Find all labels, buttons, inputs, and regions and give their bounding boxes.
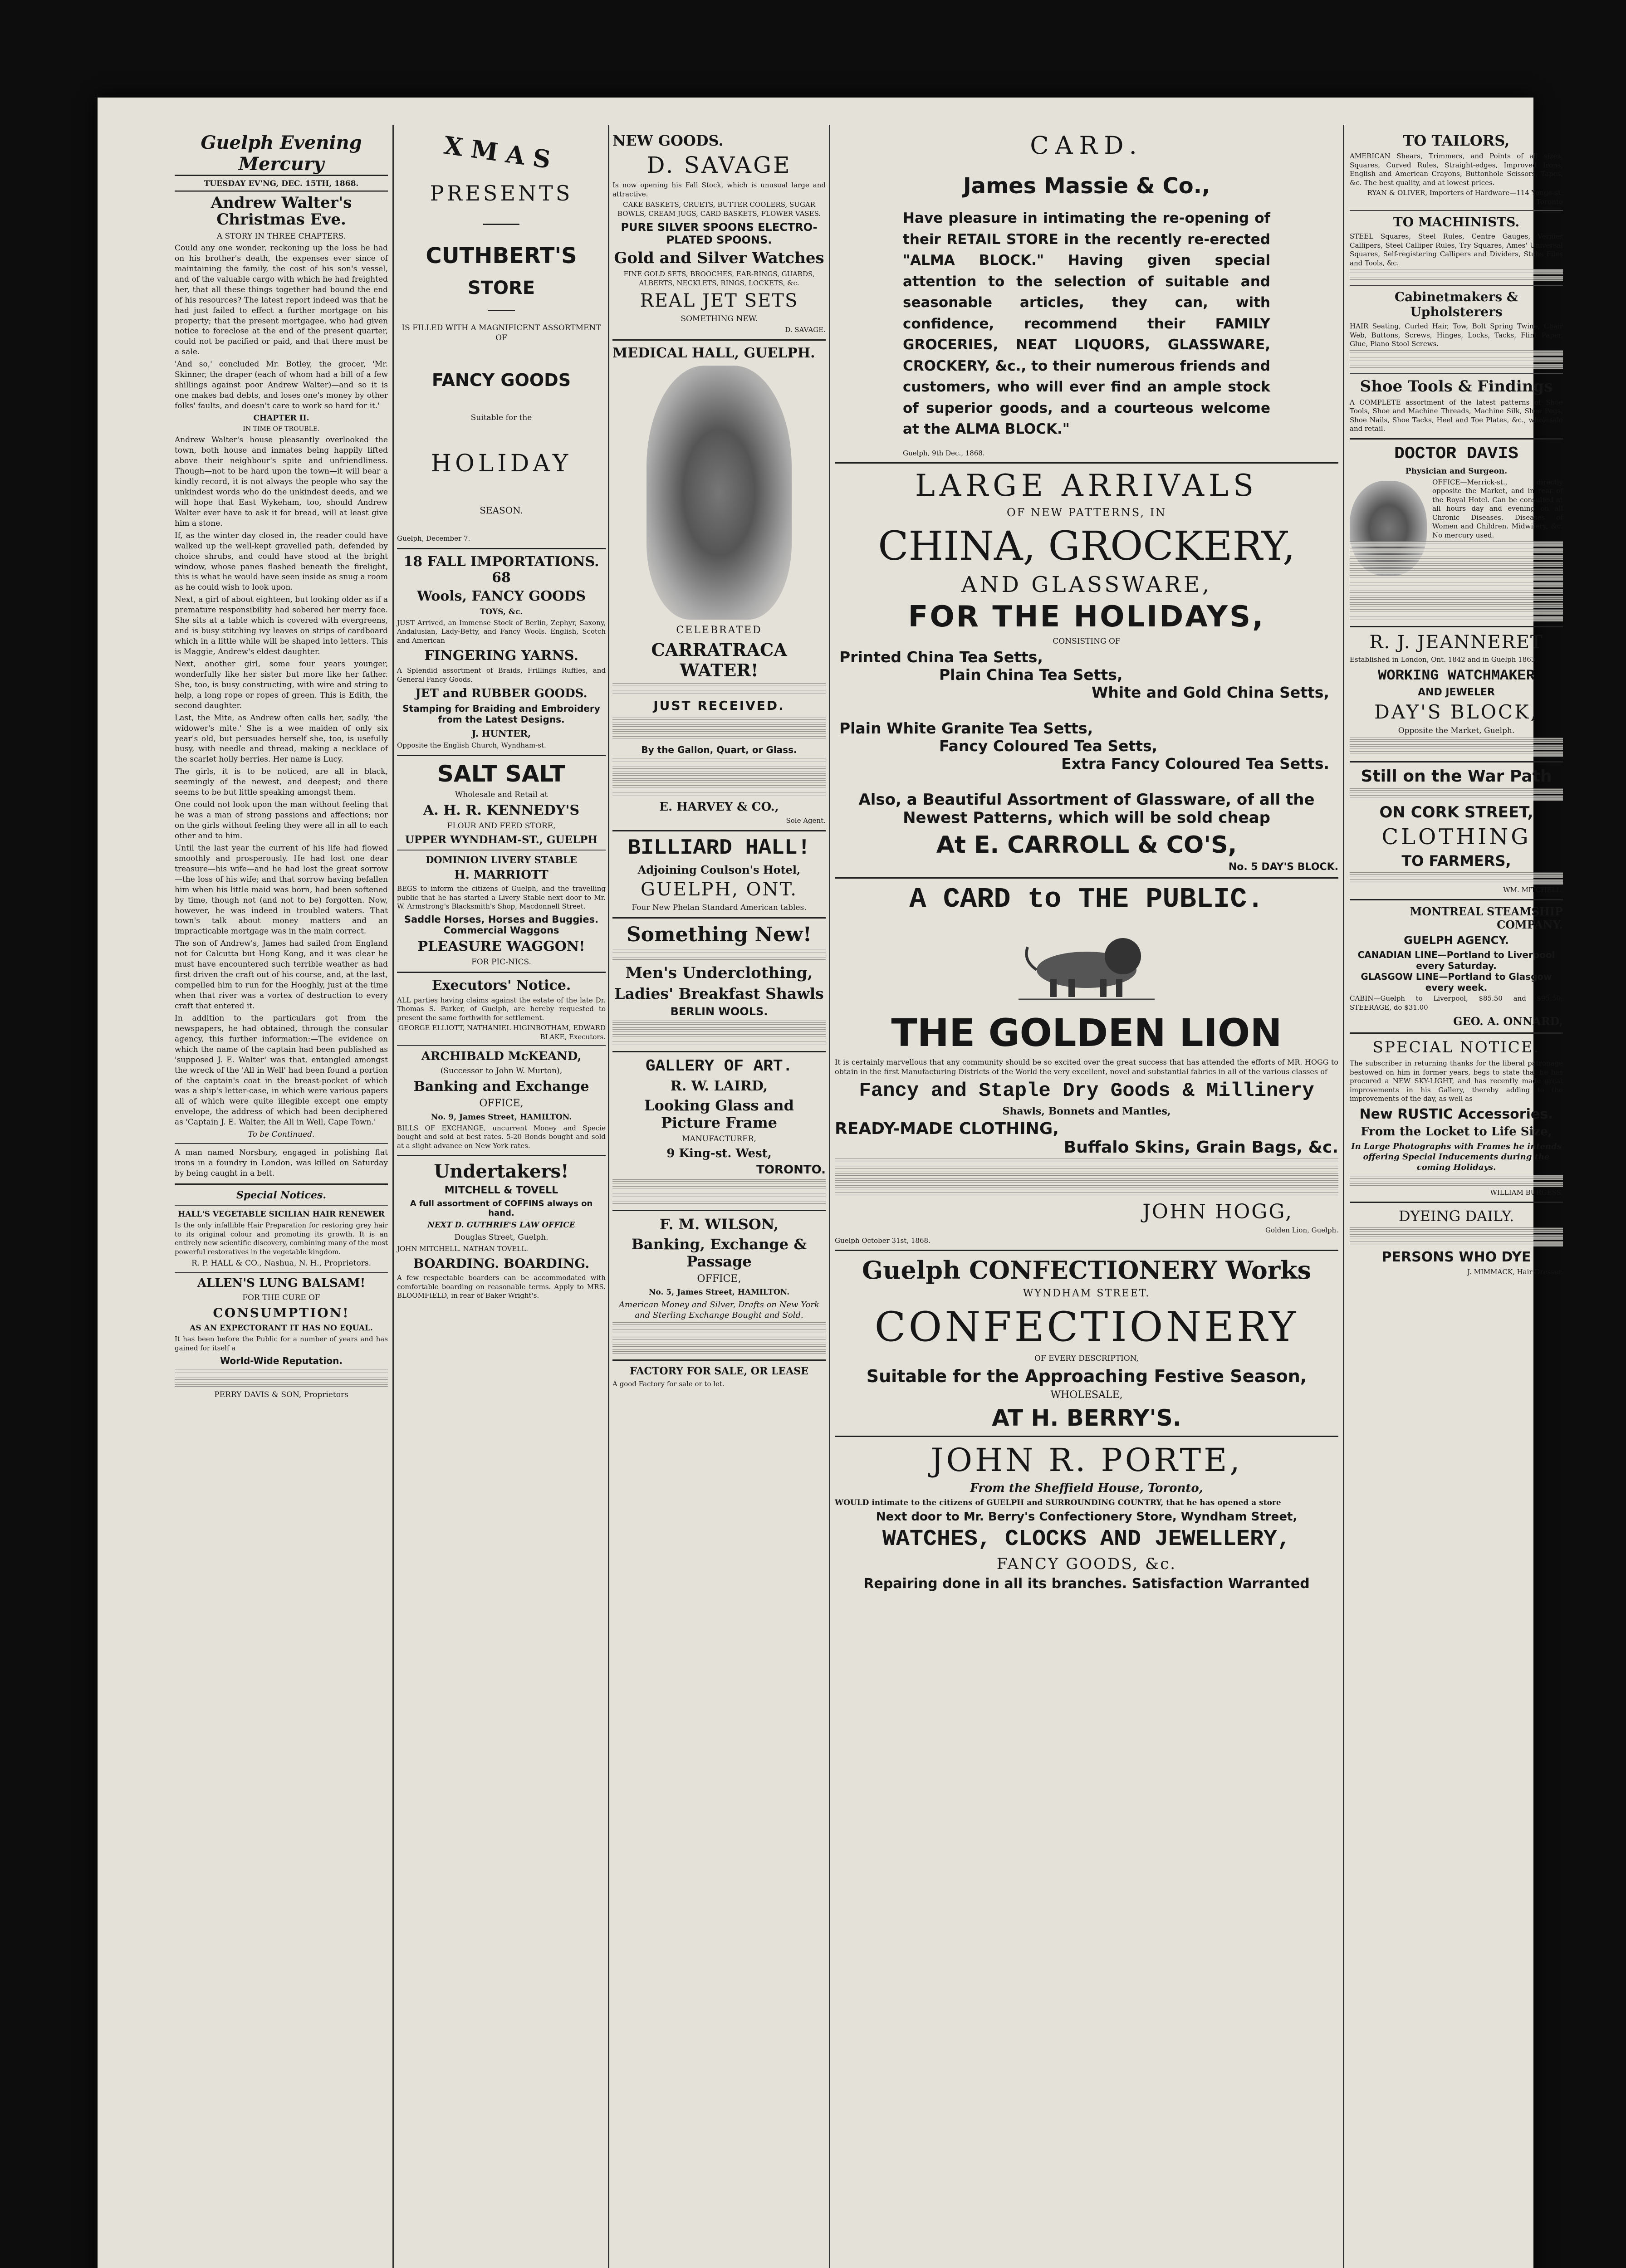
ad-text: OFFICE,	[697, 1273, 741, 1285]
ad-heading: Something New!	[626, 923, 812, 946]
ad-text: AMERICAN Shears, Trimmers, and Points of all sizes, Squares, Curved Rules, Straight-edges, Improved Irons, English and American Crayons, Buttonhole Scissors, Tapes, &c. The best quality, and at lowest prices.	[1350, 152, 1563, 187]
column-ads-3	[612, 129, 826, 2268]
ad-heading: MONTREAL STEAMSHIP COMPANY.	[1410, 905, 1563, 932]
product-line: Plain White Granite Tea Setts,	[839, 719, 1093, 738]
chapter-subheading: IN TIME OF TROUBLE.	[243, 425, 320, 433]
ad-heading: CLOTHING	[1381, 824, 1531, 850]
product-line: Fancy Coloured Tea Setts,	[939, 737, 1158, 755]
ad-heading: Men's Underclothing,	[625, 963, 813, 982]
ad-heading: PURE SILVER SPOONS ELECTRO-PLATED SPOONS.	[621, 221, 818, 246]
ad-heading: JUST RECEIVED.	[653, 698, 785, 714]
notice-body: It has been before the Public for a number of years and has gained for itself a	[175, 1335, 388, 1352]
ad-text: WILLIAM BURGESS.	[1490, 1188, 1563, 1197]
ad-text: FOR PIC-NICS.	[471, 957, 531, 967]
ad-heading: TO FARMERS,	[1401, 852, 1511, 870]
ad-heading: STORE	[467, 278, 535, 298]
story-subtitle: A STORY IN THREE CHAPTERS.	[216, 231, 346, 241]
ad-heading: From the Locket to Life Size,	[1361, 1124, 1552, 1139]
ad-text: CAKE BASKETS, CRUETS, BUTTER COOLERS, SUGAR BOWLS, CREAM JUGS, CARD BASKETS, FLOWER VASES.	[617, 200, 821, 218]
ad-heading: At E. CARROLL & CO'S,	[936, 831, 1237, 859]
ad-heading: DYEING DAILY.	[1398, 1207, 1514, 1225]
column-story	[175, 129, 388, 2268]
ad-text: HAIR Seating, Curled Hair, Tow, Bolt Spring Twine, Chair Web, Buttons, Screws, Hinges, Locks, Tacks, Flint Paper, Glue, Piano Stool Screws.	[1350, 322, 1563, 348]
ad-text: A good Factory for sale or to let.	[612, 1380, 725, 1388]
ad-heading: PRESENTS	[430, 181, 573, 205]
ad-heading: THE GOLDEN LION	[891, 1011, 1282, 1056]
ad-heading: E. HARVEY & CO.,	[659, 800, 779, 814]
ad-text: ALL parties having claims against the estate of the late Dr. Thomas S. Parker, of Guelph, are hereby requested to present the same forthwith for settlement.	[397, 996, 606, 1022]
ad-heading: Ladies' Breakfast Shawls	[614, 984, 824, 1002]
notice-body: Is the only infallible Hair Preparation for restoring grey hair to its original colour and promoting its growth. It is an entirely new scientific discovery, combining many of the most powerful restoratives in the vegetable kingdom.	[175, 1221, 388, 1256]
ad-text: JUST Arrived, an Immense Stock of Berlin, Zephyr, Saxony, Andalusian, Lady-Betty, and Fancy Wools. English, Scotch and American	[397, 618, 606, 645]
ad-text: Golden Lion, Guelph.	[1265, 1226, 1338, 1235]
ad-heading: PERSONS WHO DYE	[1381, 1249, 1531, 1266]
notice-signature: R. P. HALL & CO., Nashua, N. H., Proprietors.	[191, 1259, 372, 1268]
ad-text: RYAN & OLIVER, Importers of Hardware—114 Yonge-st. Toronto	[1367, 189, 1563, 206]
ad-text: American Money and Silver, Drafts on New York and Sterling Exchange Bought and Sold.	[619, 1300, 819, 1320]
masthead-title: Guelph Evening Mercury	[175, 132, 388, 176]
ad-text: CABIN—Guelph to Liverpool, $85.50 and $95.50; STEERAGE, do $31.00	[1350, 994, 1563, 1012]
ad-heading: A full assortment of COFFINS always on hand.	[410, 1199, 593, 1218]
ad-text: WHOLESALE,	[1050, 1389, 1123, 1401]
ad-heading: From the Sheffield House, Toronto,	[970, 1481, 1203, 1495]
ad-dateline: Guelph, 9th Dec., 1868.	[903, 449, 985, 457]
ad-text: Have pleasure in intimating the re-opening of their RETAIL STORE in the recently re-erected "ALMA BLOCK." Having given special attention to the selection of suitable and seasonable articles, they can, with confidence, recommend their FAMILY GROCERIES, NEAT LIQUORS, GLASSWARE, CROCKERY, &c., to their numerous friends and customers, who will ever find an ample stock of superior goods, and a courteous welcome at the ALMA BLOCK."	[903, 210, 1270, 437]
ad-heading: Undertakers!	[434, 1161, 569, 1183]
ad-heading: GEO. A. ONNARD,	[1453, 1015, 1563, 1028]
ad-heading: NEXT D. GUTHRIE'S LAW OFFICE	[427, 1221, 575, 1230]
ad-heading: Stamping for Braiding and Embroidery from the Latest Designs.	[402, 703, 600, 725]
ad-name: J. HUNTER,	[471, 728, 531, 739]
ad-heading: FINGERING YARNS.	[424, 648, 578, 664]
ad-text: STEEL Squares, Steel Rules, Centre Gauges, Vernier Callipers, Steel Calliper Rules, Try Squares, Ames' Universal Squares, Self-registering Callipers and Dividers, Stubs Files and Tools, &c.	[1350, 232, 1563, 267]
ad-heading: READY-MADE CLOTHING,	[835, 1119, 1059, 1139]
ad-text: Established in London, Ont. 1842 and in Guelph 1863,	[1350, 655, 1538, 664]
ad-heading: Banking, Exchange & Passage	[631, 1235, 807, 1270]
masthead-date: TUESDAY EV'NG, DEC. 15TH, 1868.	[175, 179, 388, 192]
ad-heading: BERLIN WOOLS.	[670, 1005, 768, 1018]
ad-heading: Adjoining Coulson's Hotel,	[637, 863, 801, 876]
ad-heading: DAY'S BLOCK,	[1374, 700, 1538, 723]
ad-heading: GALLERY OF ART.	[645, 1056, 793, 1075]
ad-heading: NEW GOODS.	[612, 132, 724, 149]
ad-heading: GUELPH, ONT.	[641, 879, 798, 900]
ad-text: J. MIMMACK, Hair Dresser.	[1467, 1268, 1563, 1276]
ad-heading: FACTORY FOR SALE, OR LEASE	[630, 1365, 808, 1378]
ad-text: GEORGE ELLIOTT, NATHANIEL HIGINBOTHAM, EDWARD BLAKE, Executors.	[398, 1024, 606, 1041]
story-title: Andrew Walter's Christmas Eve.	[211, 194, 352, 229]
ad-heading: Executors' Notice.	[431, 977, 571, 993]
ad-text: FINE GOLD SETS, BROOCHES, EAR-RINGS, GUARDS, ALBERTS, NECKLETS, RINGS, LOCKETS, &c.	[623, 270, 815, 287]
product-line: Extra Fancy Coloured Tea Setts.	[1061, 755, 1329, 773]
ad-text: BEGS to inform the citizens of Guelph, and the travelling public that he has started a Livery Stable next door to Mr. W. Armstrong's Blacksmith's Shop, Macdonnell Street.	[397, 885, 606, 911]
ad-text: Also, a Beautiful Assortment of Glassware, of all the Newest Patterns, which will be sold cheap	[858, 791, 1315, 827]
story-paragraph: Next, another girl, some four years younger, wonderfully like her sister but more like her father. She, too, is busy constructing, with wire and string to help, a long rope or ropes of green. This is Edith, the second daughter.	[175, 659, 388, 710]
column-ads-2	[397, 129, 606, 2268]
column-rule	[392, 125, 394, 2268]
ad-heading: H. MARRIOTT	[454, 868, 549, 882]
story-paragraph: Until the last year the current of his life had flowed smoothly and prosperously. He had lost one dear treasure—his wife—and he had lost the great sorrow—the loss of his wife; and that sorrow having befallen him when his little maid was born, had been softened by time, though not (and not to be) forgotten. Now, however, he was indeed in troubled waters. That town's talk about money matters and an impracticable mortgage was in the main correct.	[175, 843, 388, 936]
notice-line: World-Wide Reputation.	[220, 1355, 343, 1367]
ad-text: (Successor to John W. Murton),	[440, 1066, 563, 1076]
ad-text: The subscriber in returning thanks for the liberal patronage bestowed on him in former years, begs to state that he has procured a NEW SKY-LIGHT, and has recently made great improvements in his Gallery, thereby adding to the improvements of the day, as well as	[1350, 1059, 1563, 1103]
ad-heading: 9 King-st. West,	[666, 1146, 772, 1160]
ad-heading: R. J. JEANNERET	[1369, 632, 1543, 653]
ad-heading: TO MACHINISTS.	[1393, 215, 1520, 230]
ad-heading: TO TAILORS,	[1403, 132, 1510, 149]
news-item: A man named Norsbury, engaged in polishing flat irons in a foundry in London, was killed on Saturday by being caught in a belt.	[175, 1148, 388, 1178]
ad-heading: UPPER WYNDHAM-ST., GUELPH	[405, 834, 598, 846]
ad-text: OFFICE,	[479, 1098, 524, 1110]
ad-text: No. 5, James Street, HAMILTON.	[648, 1288, 790, 1297]
product-line: White and Gold China Setts,	[1091, 684, 1329, 702]
ad-text: GLASGOW LINE—Portland to Glasgow every week.	[1361, 971, 1552, 993]
special-notices-heading: Special Notices.	[236, 1189, 327, 1202]
story-paragraph: Could any one wonder, reckoning up the loss he had on his brother's death, the expenses ever since of maintaining the family, the cost of his son's vessel, and of the valuable cargo with which he had freighted her, that all these things together had bound the end of his resources? The latest report indeed was that he had just failed to effect a further mortgage on his property; that the present mortgagee, who had given notice to foreclose at the end of the present quarter, could not be pacified or paid, and that there must be a sale.	[175, 243, 388, 357]
xmas-heading: XMAS	[442, 130, 561, 176]
ad-heading: Cabinetmakers & Upholsterers	[1394, 289, 1518, 319]
notice-line: AS AN EXPECTORANT IT HAS NO EQUAL.	[190, 1324, 373, 1333]
ad-heading: Next door to Mr. Berry's Confectionery Store, Wyndham Street,	[876, 1510, 1298, 1524]
ad-heading: Wools, FANCY GOODS	[417, 588, 586, 604]
story-paragraph: 'And so,' concluded Mr. Botley, the grocer, 'Mr. Skinner, the draper (each of whom had a bill of a few shillings against poor Andrew Walter)—and so it is one makes bad debts, and loses one's money by other folks' faults, and doesn't care to work so hard for it.'	[175, 360, 388, 411]
ad-text: SEASON.	[480, 505, 523, 516]
notice-title: ALLEN'S LUNG BALSAM!	[197, 1276, 366, 1290]
ad-heading: CARRATRACA WATER!	[651, 640, 787, 681]
chapter-heading: CHAPTER II.	[253, 413, 309, 423]
ad-text: A COMPLETE assortment of the latest patterns of Shoe Tools, Shoe and Machine Threads, Machine Silk, Shoe Pegs, Shoe Nails, Shoe Tacks, Heel and Toe Plates, &c., wholesale and retail.	[1350, 398, 1563, 433]
ad-text: JOHN MITCHELL. NATHAN TOVELL.	[397, 1244, 528, 1253]
ad-heading: R. W. LAIRD,	[670, 1078, 768, 1094]
ad-heading: BOARDING. BOARDING.	[413, 1256, 590, 1271]
ad-heading: CHINA, GROCKERY,	[878, 523, 1295, 570]
ad-heading: Saddle Horses, Horses and Buggies. Commercial Waggons	[404, 914, 599, 936]
story-paragraph: If, as the winter day closed in, the reader could have walked up the well-kept gravelled path, defended by choice shrubs, and could have stood at the bright window, whose panes flashed beneath the firelight, this is what he would have seen inside as snug a room as he could wish to look upon.	[175, 531, 388, 592]
ad-text: Four New Phelan Standard American tables.	[632, 903, 807, 912]
ad-heading: Shoe Tools & Findings	[1360, 377, 1553, 396]
ad-text: OF NEW PATTERNS, IN	[1006, 506, 1167, 519]
ad-heading: DOCTOR DAVIS	[1394, 444, 1518, 464]
ad-heading: MITCHELL & TOVELL	[444, 1185, 558, 1197]
ad-heading: AND GLASSWARE,	[961, 572, 1212, 598]
ad-subheading: TOYS, &c.	[480, 607, 523, 616]
ad-heading: A. H. R. KENNEDY'S	[423, 802, 580, 818]
story-paragraph: Next, a girl of about eighteen, but looking older as if a premature responsibility had sobered her merry face. She sits at a table which is covered with evergreens, and is busy stitching ivy leaves on strips of cardboard which in a little while will be shaped into letters. This is Maggie, Andrew's eldest daughter.	[175, 595, 388, 656]
ad-text: A few respectable boarders can be accommodated with comfortable boarding on reasonable terms. Apply to MRS. BLOOMFIELD, in rear of Baker Wright's.	[397, 1274, 606, 1300]
column-rule	[608, 125, 609, 2268]
ad-heading: FANCY GOODS	[431, 370, 571, 391]
story-paragraph: Andrew Walter's house pleasantly overlooked the town, both house and inmates being happily lifted above their neighbour's spite and unfriendliness. Though—not to be hard upon the town—it will bear a kindly record, it is not always the people who say the unkindest words who do the unkindest deeds, and we will hope that East Wykeham, too, should Andrew Walter ever have to ask it for bread, will at least give him a stone.	[175, 435, 388, 528]
lion-illustration	[1019, 924, 1155, 1002]
ad-text: Opposite the Market, Guelph.	[1398, 726, 1515, 735]
ad-heading: Suitable for the Approaching Festive Season,	[866, 1366, 1307, 1387]
ad-heading: Banking and Exchange	[413, 1079, 589, 1095]
ad-dateline: Guelph, December 7.	[397, 534, 470, 543]
ad-heading: MEDICAL HALL, GUELPH.	[612, 345, 815, 361]
notice-big: CONSUMPTION!	[213, 1305, 350, 1321]
ad-dateline: Guelph October 31st, 1868.	[835, 1236, 931, 1245]
ad-heading: F. M. WILSON,	[659, 1215, 779, 1233]
ad-heading: By the Gallon, Quart, or Glass.	[641, 744, 797, 756]
notice-signature: PERRY DAVIS & SON, Proprietors	[214, 1390, 348, 1400]
ad-heading: AND JEWELER	[1418, 686, 1495, 698]
notice-sub: FOR THE CURE OF	[242, 1293, 320, 1303]
ad-text: WOULD intimate to the citizens of GUELPH and SURROUNDING COUNTRY, that he has opened a store	[835, 1498, 1281, 1507]
ad-text: Douglas Street, Guelph.	[454, 1233, 549, 1242]
ad-heading: Gold and Silver Watches	[614, 249, 824, 267]
ad-heading: D. SAVAGE	[646, 152, 792, 178]
ad-text: SOMETHING NEW.	[681, 314, 758, 323]
ad-text: WYNDHAM STREET.	[1023, 1288, 1151, 1300]
ad-heading: ARCHIBALD McKEAND,	[421, 1050, 582, 1064]
ad-heading: Guelph CONFECTIONERY Works	[862, 1256, 1311, 1285]
ad-heading: WORKING WATCHMAKER	[1378, 667, 1535, 684]
ad-heading: PLEASURE WAGGON!	[417, 938, 585, 954]
ad-text: CONSISTING OF	[1053, 637, 1121, 646]
ad-text: BILLS OF EXCHANGE, uncurrent Money and Specie bought and sold at best rates. 5-20 Bonds bought and sold at a slight advance on New York rates.	[397, 1124, 606, 1150]
ad-text: Suitable for the	[470, 413, 532, 423]
ad-heading: New RUSTIC Accessories.	[1359, 1106, 1553, 1122]
ad-heading: REAL JET SETS	[640, 290, 798, 311]
story-paragraph: Last, the Mite, as Andrew often calls her, sadly, 'the widower's mite.' She is a wee maiden of only six year's old, but persuades herself she, too, is usefully busy, with needle and thread, making a necklace of the scarlet holly berries. Her name is Lucy.	[175, 713, 388, 764]
ad-text: OF EVERY DESCRIPTION,	[1034, 1354, 1139, 1364]
notice-title: HALL'S VEGETABLE SICILIAN HAIR RENEWER	[178, 1210, 385, 1219]
ad-heading: 18 FALL IMPORTATIONS. 68	[403, 553, 599, 586]
ad-heading: JET and RUBBER GOODS.	[415, 687, 588, 701]
story-paragraph: The girls, it is to be noticed, are all in black, seemingly of the newest, and deepest; and there seems to be but little speaking amongst them.	[175, 767, 388, 797]
ad-heading: FANCY GOODS, &c.	[996, 1554, 1177, 1573]
product-line: Printed China Tea Setts,	[839, 648, 1043, 666]
ad-text: Shawls, Bonnets and Mantles,	[1002, 1105, 1171, 1117]
ad-text: OFFICE—Merrick-st., directly opposite the Market, and in rear of the Royal Hotel. Can be consulted at all hours day and evening on all Chronic Diseases. Diseases of Women and Children. Midwifery, &c. No mercury used.	[1432, 478, 1563, 539]
ad-heading: SALT SALT	[437, 760, 566, 787]
medicine-illustration	[646, 366, 792, 620]
ad-text: WM. MITCHELL.	[1503, 885, 1563, 894]
ad-heading: JOHN HOGG,	[1142, 1200, 1293, 1224]
ad-text: Is now opening his Fall Stock, which is unusual large and attractive.	[612, 181, 826, 198]
ad-text: CELEBRATED	[676, 624, 762, 636]
ad-heading: Fancy and Staple Dry Goods & Millinery	[859, 1079, 1314, 1102]
ad-heading: ON CORK STREET,	[1379, 803, 1533, 821]
story-paragraph: One could not look upon the man without feeling that he was a man of strong passions and affections; nor on the girls without feeling they were all in all to each other and to him.	[175, 800, 388, 841]
ad-text: IS FILLED WITH A MAGNIFICENT ASSORTMENT OF	[402, 323, 601, 343]
ad-text: It is certainly marvellous that any community should be so excited over the great success that has attended the efforts of MR. HOGG to obtain in the first Manufacturing Districts of the World the very excellent, novel and substantial fabrics in all of the various classes of	[835, 1058, 1338, 1076]
ad-text: D. SAVAGE.	[785, 326, 826, 334]
newspaper-page	[98, 98, 1563, 2268]
ad-text: Wholesale and Retail at	[455, 790, 548, 799]
ad-heading: SPECIAL NOTICE.	[1372, 1038, 1540, 1057]
story-paragraph: The son of Andrew's, James had sailed from England not for Calcutta but Hong Kong, and it was clear he must have encountered such terrible weather as had first driven the craft out of his course, and, at the last, compelled him to run for the Hooghly, just at the time when that river was a vortex of destruction to every craft that entered it.	[175, 939, 388, 1011]
ad-heading: Buffalo Skins, Grain Bags, &c.	[1063, 1138, 1338, 1157]
ad-text: Physician and Surgeon.	[1405, 466, 1508, 476]
ad-heading: DOMINION LIVERY STABLE	[426, 854, 577, 866]
ad-text: FLOUR AND FEED STORE,	[447, 821, 556, 831]
ad-heading: FOR THE HOLIDAYS,	[908, 600, 1265, 634]
continued-note: To be Continued.	[248, 1130, 315, 1139]
ad-heading: GUELPH AGENCY.	[1404, 934, 1509, 947]
ad-text: A Splendid assortment of Braids, Frillings Ruffles, and General Fancy Goods.	[397, 666, 606, 684]
story-paragraph: In addition to the particulars got from the newspapers, he had obtained, through the consular agency, this further information:—The evidence on which the name of the captain had been published as 'supposed J. E. Walter' was that, entangled amongst the wreck of the 'All in Well' had been found a portion of the captain's coat in the breast-pocket of which was a ship's letter-case, in which were various papers all of which were quite illegible except one empty envelope, the address of which had been deciphered as 'Captain J. E. Walter, the All in Well, Cape Town.'	[175, 1013, 388, 1127]
ad-text: No. 9, James Street, HAMILTON.	[431, 1112, 572, 1122]
ad-text: MANUFACTURER,	[682, 1134, 756, 1144]
ad-text: CANADIAN LINE—Portland to Liverpool every Saturday.	[1357, 949, 1555, 972]
column-rule	[1343, 125, 1344, 2268]
ad-heading: TORONTO.	[756, 1163, 826, 1177]
ad-heading: JOHN R. PORTE,	[931, 1441, 1243, 1479]
column-ads-5	[1350, 129, 1563, 2268]
ad-text: Sole Agent.	[786, 816, 826, 825]
ad-heading: CUTHBERT'S	[426, 243, 577, 269]
product-line: Plain China Tea Setts,	[939, 666, 1123, 684]
ad-heading: HOLIDAY	[431, 450, 572, 478]
ad-heading: LARGE ARRIVALS	[915, 468, 1259, 503]
ad-heading: Looking Glass and Picture Frame	[644, 1096, 794, 1131]
ad-heading: AT H. BERRY'S.	[992, 1404, 1181, 1431]
ad-heading: A CARD to THE PUBLIC.	[909, 883, 1264, 916]
column-rule	[829, 125, 830, 2268]
ad-heading: Repairing done in all its branches. Satisfaction Warranted	[863, 1575, 1310, 1592]
column-ads-wide	[835, 129, 1338, 2268]
ad-heading: CONFECTIONERY	[874, 1303, 1299, 1351]
ad-heading: James Massie & Co.,	[963, 173, 1210, 199]
ad-heading: WATCHES, CLOCKS AND JEWELLERY,	[882, 1526, 1291, 1552]
ad-text: In Large Photographs with Frames he intends offering Special Inducements during the coming Holidays.	[1351, 1141, 1562, 1173]
ad-text: No. 5 DAY'S BLOCK.	[1228, 861, 1338, 873]
ad-heading: BILLIARD HALL!	[627, 836, 811, 860]
ad-heading: Still on the War Path	[1361, 767, 1552, 786]
ad-heading: CARD.	[1030, 131, 1143, 160]
ad-text: Opposite the English Church, Wyndham-st.	[397, 741, 546, 750]
